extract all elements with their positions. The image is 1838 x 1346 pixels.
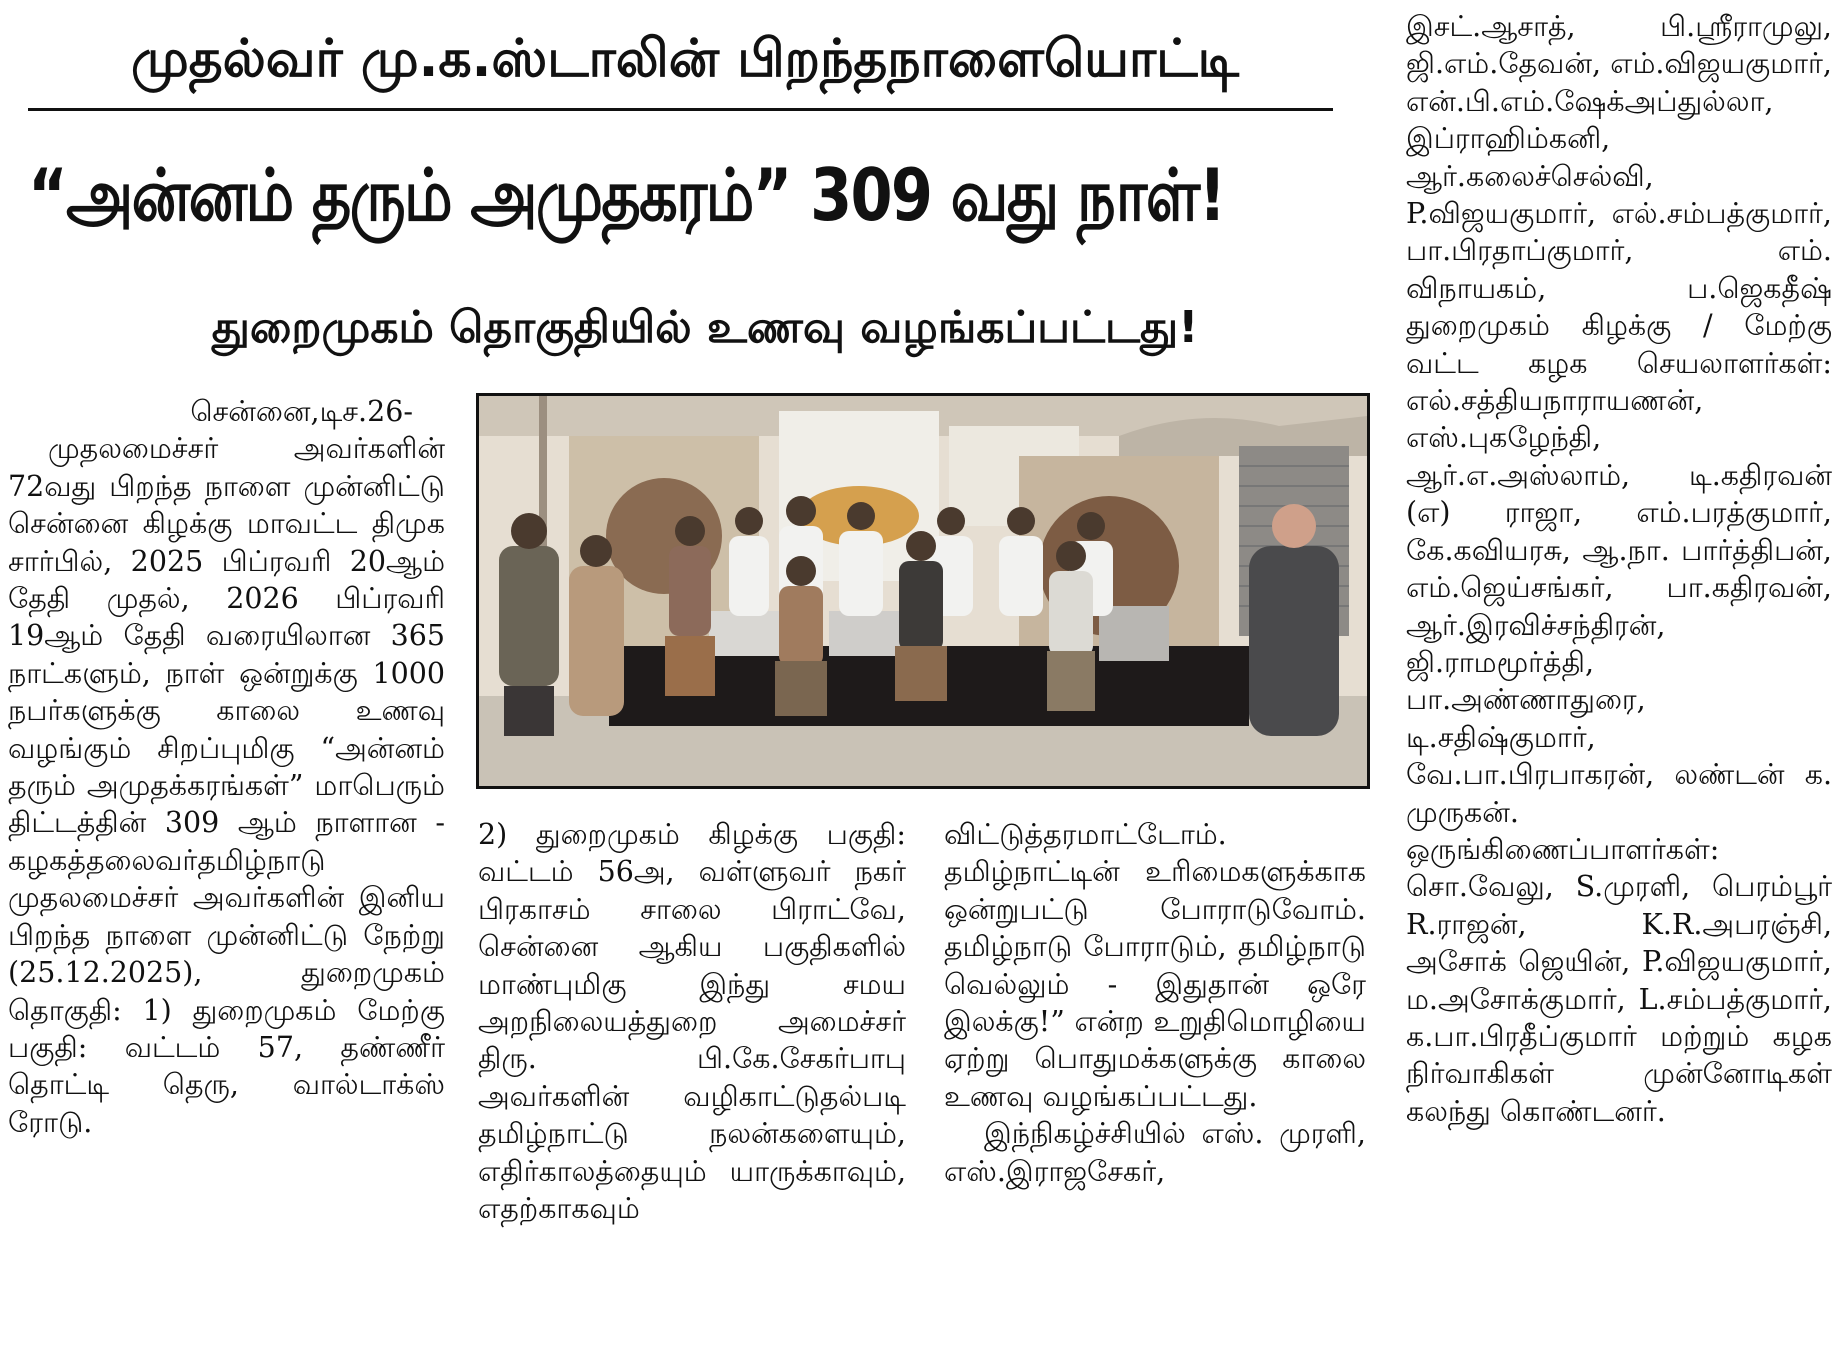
column-1-paragraph: முதலமைச்சர் அவர்களின் 72வது பிறந்த நாளை முன்னிட்டு சென்னை கிழக்கு மாவட்ட திமுக சார்பில், 2025 பிப்ரவரி 20ஆம் தேதி முதல், 2026 பிப்ரவரி 19ஆம் தேதி வரையிலான 365 நாட்களும், நாள் ஒன்றுக்கு 1000 நபர்களுக்கு காலை உணவு வழங்கும் சிறப்புமிகு “அன்னம் தரும் அமுதக்கரங்கள்” மாபெரும் திட்டத்தின் 309 ஆம் நாளான - கழகத்தலைவர்தமிழ்நாடு முதலமைச்சர் அவர்களின் இனிய பிறந்த நாளை முன்னிட்டு நேற்று (25.12.2025), துறைமுகம் தொகுதி: 1) துறைமுகம் மேற்கு பகுதி: வட்டம் 57, தண்ணீர் தொட்டி தெரு, வால்டாக்ஸ் ரோடு.: [8, 432, 445, 1139]
photo-illustration: [479, 396, 1367, 786]
column-4-paragraph: இசட்.ஆசாத், பி.ஸ்ரீராமுலு, ஜி.எம்.தேவன், எம்.விஜயகுமார், என்.பி.எம்.ஷேக்அப்துல்லா, இப்ராஹிம்கனி, ஆர்.கலைச்செல்வி, P.விஜயகுமார், எல்.சம்பத்குமார், பா.பிரதாப்குமார், எம். விநாயகம், ப.ஜெகதீஷ் துறைமுகம் கிழக்கு / மேற்கு வட்ட கழக செயலாளர்கள்: எல்.சத்தியநாராயணன், எஸ்.புகழேந்தி, ஆர்.எ.அஸ்லாம், டி.கதிரவன் (எ) ராஜா, எம்.பரத்குமார், கே.கவியரசு, ஆ.நா. பார்த்திபன், எம்.ஜெய்சங்கர், பா.கதிரவன், ஆர்.இரவிச்சந்திரன், ஜி.ராமமூர்த்தி, பா.அண்ணாதுரை, டி.சதிஷ்குமார், வே.பா.பிரபாகரன், லண்டன் க. முருகன். ஒருங்கிணைப்பாளர்கள்: சொ.வேலு, S.முரளி, பெரம்பூர் R.ராஜன், K.R.அபரஞ்சி, அசோக் ஜெயின், P.விஜயகுமார், ம.அசோக்குமார், L.சம்பத்குமார், க.பா.பிரதீப்குமார் மற்றும் கழக நிர்வாகிகள் முன்னோடிகள் கலந்து கொண்டனர்.: [1406, 10, 1832, 1128]
headline: “அன்னம் தரும் அமுதகரம்” 309 வது நாள்!: [28, 153, 1225, 237]
article-column-3: [944, 816, 1366, 1190]
kicker-divider: [28, 108, 1333, 111]
subheadline: துறைமுகம் தொகுதியில் உணவு வழங்கப்பட்டது!: [211, 302, 1199, 353]
dateline: சென்னை,டிச.26-: [190, 395, 413, 428]
column-3-paragraph: விட்டுத்தரமாட்டோம். தமிழ்நாட்டின் உரிமைகளுக்காக ஒன்றுபட்டு போராடுவோம். தமிழ்நாடு போராடும், தமிழ்நாடு வெல்லும் - இதுதான் ஒரே இலக்கு!” என்ற உறுதிமொழியை ஏற்று பொதுமக்களுக்கு காலை உணவு வழங்கப்பட்டது.: [944, 818, 1366, 1113]
kicker-title: முதல்வர் மு.க.ஸ்டாலின் பிறந்தநாளையொட்டி: [131, 29, 1239, 89]
event-photo: [476, 393, 1370, 789]
article-column-2: [478, 816, 906, 1227]
article-column-4: [1406, 8, 1832, 1130]
column-2-paragraph: 2) துறைமுகம் கிழக்கு பகுதி: வட்டம் 56அ, வள்ளுவர் நகர் பிரகாசம் சாலை பிராட்வே, சென்னை ஆகிய பகுதிகளில் மாண்புமிகு இந்து சமய அறநிலையத்துறை அமைச்சர் திரு. பி.கே.சேகர்பாபு அவர்களின் வழிகாட்டுதல்படி தமிழ்நாட்டு நலன்களையும், எதிர்காலத்தையும் யாருக்காவும், எதற்காகவும்: [478, 818, 906, 1226]
article-column-1: [8, 393, 445, 1141]
column-3-paragraph: இந்நிகழ்ச்சியில் எஸ். முரளி, எஸ்.இராஜசேகர்,: [944, 1117, 1366, 1188]
